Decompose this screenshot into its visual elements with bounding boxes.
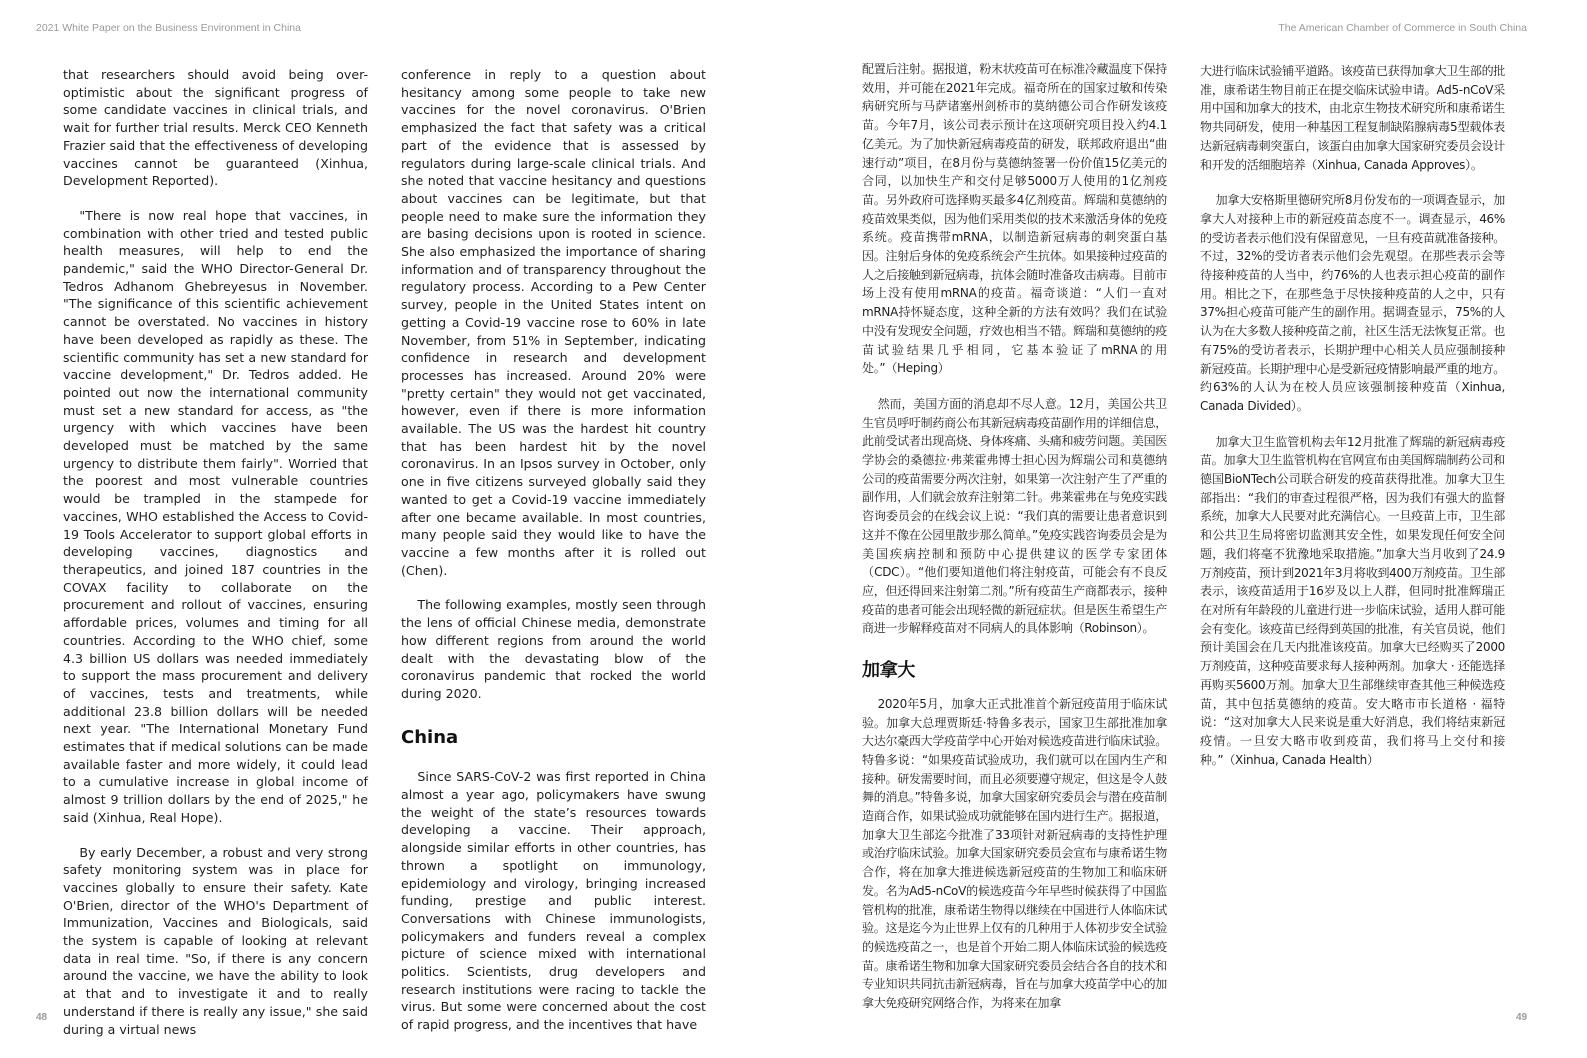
- paragraph: By early December, a robust and very strong safety monitoring system was in place for vaccines globally to ensure their safety. Kate O'Brien, director of the WHO's Department of Immunization, Vaccines and Biologicals, said the system is capable of looking at relevant data in real time. "So, if there is any concern around the vaccine, we have the ability to look at that and to investigate it and to really understand if there is really any issue," she said during a virtual news: [63, 844, 368, 1037]
- paragraph: 2020年5月，加拿大正式批准首个新冠疫苗用于临床试验。加拿大总理贾斯廷·特鲁多表示，国家卫生部批准加拿大达尔豪西大学疫苗学中心开始对候选疫苗进行临床试验。特鲁多说：“如果疫苗试验成功，我们就可以在国内生产和接种。研发需要时间，而且必须要遵守规定，但这是令人鼓舞的消息。”特鲁多说，加拿大国家研究委员会与潜在疫苗制造商合作，如果试验成功就能够在国内进行生产。据报道，加拿大卫生部迄今批准了33项针对新冠病毒的支持性护理或治疗临床试验。加拿大国家研究委员会宣布与康希诺生物合作，将在加拿大推进候选新冠疫苗的生物加工和临床研发。名为Ad5-nCoV的候选疫苗今年早些时候获得了中国监管机构的批准，康希诺生物得以继续在中国进行人体临床试验。这是迄今为止世界上仅有的几种用于人体初步安全试验的候选疫苗之一，也是首个开始二期人体临床试验的候选疫苗。康希诺生物和加拿大国家研究委员会结合各自的技术和专业知识共同抗击新冠病毒，旨在与加拿大疫苗学中心的加拿大免疫研究网络合作，为将来在加拿: [862, 696, 1167, 1011]
- page-number-right: 49: [1516, 1012, 1528, 1023]
- paragraph: 大进行临床试验铺平道路。该疫苗已获得加拿大卫生部的批准，康希诺生物目前正在提交临床试验申请。Ad5-nCoV采用中国和加拿大的技术，由北京生物技术研究所和康希诺生物共同研发，使用一种基因工程复制缺陷腺病毒5型载体表达新冠病毒刺突蛋白，该蛋白由加拿大国家研究委员会设计和开发的活细胞培养（Xinhua, Canada Approves）。: [1200, 64, 1505, 172]
- page-number-left: 48: [36, 1012, 48, 1023]
- paragraph: 加拿大卫生监管机构去年12月批准了辉瑞的新冠病毒疫苗。加拿大卫生监管机构在官网宣布由美国辉瑞制药公司和德国BioNTech公司联合研发的疫苗获得批准。加拿大卫生部指出：“我们的审查过程很严格，因为我们有强大的监督系统，加拿大人民要对此充满信心。一旦疫苗上市，卫生部和公共卫生局将密切监测其安全性，如果发现任何安全问题，我们将毫不犹豫地采取措施。”加拿大当月收到了24.9万剂疫苗，预计到2021年3月将收到400万剂疫苗。卫生部表示，该疫苗适用于16岁及以上人群，但同时批准辉瑞正在对所有年龄段的儿童进行进一步临床试验，适用人群可能会有变化。该疫苗已经得到英国的批准，有关官员说，他们预计美国会在几天内批准该疫苗。加拿大已经购买了2000万剂疫苗，这种疫苗要求每人接种两剂。加拿大 · 还能选择再购买5600万剂。加拿大卫生部继续审查其他三种候选疫苗，其中包括莫德纳的疫苗。安大略市市长道格 · 福特说：“这对加拿大人民来说是重大好消息，我们将结束新冠疫情。一旦安大略市收到疫苗，我们将马上交付和接种。”（Xinhua, Canada Health）: [1200, 434, 1505, 767]
- column-4: [1200, 62, 1505, 974]
- paragraph: Since SARS-CoV-2 was first reported in China almost a year ago, policymakers have swung the weight of the state’s resources towards developing a vaccine. Their approach, alongside similar efforts in other countries, has thrown a spotlight on immunology, epidemiology and virology, bringing increased funding, prestige and public interest. Conversations with Chinese immunologists, policymakers and funders reveal a complex picture of science mixed with international politics. Scientists, drug developers and research institutions were racing to tackle the virus. But some were concerned about the cost of rapid progress, and the incentives that have: [401, 769, 706, 1033]
- column-3: [862, 60, 1167, 1011]
- running-header-right: The American Chamber of Commerce in South China: [1278, 22, 1527, 34]
- paragraph: 然而，美国方面的消息却不尽人意。12月，美国公共卫生官员呼吁制药商公布其新冠病毒疫苗副作用的详细信息，此前受试者出现高烧、身体疼痛、头痛和疲劳问题。美国医学协会的桑德拉·弗莱霍弗博士担心因为辉瑞公司和莫德纳公司的疫苗需要分两次注射，如果第一次注射产生了严重的副作用，人们就会放弃注射第二针。弗莱霍弗在与免疫实践咨询委员会的在线会议上说：“我们真的需要让患者意识到这并不像在公园里散步那么简单。”免疫实践咨询委员会是为美国疾病控制和预防中心提供建议的医学专家团体（CDC）。“他们要知道他们将注射疫苗，可能会有不良反应，但还得回来注射第二剂。”所有疫苗生产商都表示，接种疫苗的患者可能会出现轻微的新冠症状。但是医生希望生产商进一步解释疫苗对不同病人的具体影响（Robinson）。: [862, 396, 1167, 636]
- paragraph: "There is now real hope that vaccines, in combination with other tried and tested public health measures, will help to end the pandemic," said the WHO Director-General Dr. Tedros Adhanom Ghebreyesus in November. "The significance of this scientific achievement cannot be overstated. No vaccines in history have been developed as rapidly as these. The scientific community has set a new standard for vaccine development," Dr. Tedros added. He pointed out now the international community must set a new standard for access, as "the urgency with which vaccines have been developed must be matched by the same urgency to distribute them fairly". Worried that the poorest and most vulnerable countries would be trampled in the stampede for vaccines, WHO established the Access to Covid-19 Tools Accelerator to support global efforts in developing vaccines, diagnostics and therapeutics, and joined 187 countries in the COVAX facility to collaborate on the procurement and rollout of vaccines, ensuring affordable prices, volumes and timing for all countries. According to the WHO chief, some 4.3 billion US dollars was needed immediately to support the mass procurement and delivery of vaccines, tests and treatments, while additional 23.8 billion dollars will be needed next year. "The International Monetary Fund estimates that if medical solutions can be made available faster and more widely, it could lead to a cumulative increase in global income of almost 9 trillion dollars by the end of 2025," he said (Xinhua, Real Hope).: [63, 207, 368, 825]
- column-2: [401, 66, 706, 1033]
- running-header-left: 2021 White Paper on the Business Environment in China: [36, 22, 301, 34]
- paragraph: The following examples, mostly seen through the lens of official Chinese media, demonstrate how different regions from around the world dealt with the devastating blow of the coronavirus pandemic that rocked the world during 2020.: [401, 597, 706, 701]
- paragraph: conference in reply to a question about hesitancy among some people to take new vaccines for the novel coronavirus. O'Brien emphasized the fact that safety was a critical part of the evidence that is assessed by regulators during large-scale clinical trials. And she noted that vaccine hesitancy and questions about vaccines can be legitimate, but that people need to make sure the information they are basing decisions upon is rooted in science. She also emphasized the importance of sharing information and of transparency throughout the regulatory process. According to a Pew Center survey, people in the United States intent on getting a Covid-19 vaccine rose to 60% in late November, from 51% in September, indicating confidence in research and development processes has increased. Around 20% were "pretty certain" they would not get vaccinated, however, even if there is more information available. The US was the hardest hit country that has been hardest hit by the novel coronavirus. In an Ipsos survey in October, only one in five citizens surveyed globally said they wanted to get a Covid-19 vaccine immediately after one became available. In most countries, many people said they would like to have the vaccine a few months after it is rolled out (Chen).: [401, 67, 706, 578]
- column-1: [63, 66, 368, 1037]
- paragraph: that researchers should avoid being over-optimistic about the significant progress of some candidate vaccines in clinical trials, and wait for further trial results. Merck CEO Kenneth Frazier said that the effectiveness of developing vaccines cannot be guaranteed (Xinhua, Development Reported).: [63, 67, 368, 189]
- section-heading-canada: 加拿大: [862, 660, 916, 682]
- paragraph: 加拿大安格斯里德研究所8月份发布的一项调查显示，加拿大人对接种上市的新冠疫苗态度不一。调查显示，46%的受访者表示他们没有保留意见，一旦有疫苗就准备接种。不过，32%的受访者表示他们会先观望。在那些表示会等待接种疫苗的人当中，约76%的人也表示担心疫苗的副作用。相比之下，在那些急于尽快接种疫苗的人之中，只有37%担心疫苗可能产生的副作用。据调查显示，75%的人认为在大多数人接种疫苗之前，社区生活无法恢复正常。也有75%的受访者表示，长期护理中心相关人员应强制接种新冠疫苗。长期护理中心是受新冠疫情影响最严重的地方。约63%的人认为在校人员应该强制接种疫苗（Xinhua, Canada Divided）。: [1200, 193, 1505, 413]
- section-heading-china: China: [401, 726, 459, 748]
- paragraph: 配置后注射。据报道，粉末状疫苗可在标准冷藏温度下保持效用，并可能在2021年完成。福奇所在的国家过敏和传染病研究所与马萨诸塞州剑桥市的莫纳德公司合作研发该疫苗。今年7月，该公司表示预计在这项研究项目投入约4.1亿美元。为了加快新冠病毒疫苗的研发，联邦政府退出“曲速行动”项目，在8月份与莫德纳签署一份价值15亿美元的合同，以加快生产和交付足够5000万人使用的1亿剂疫苗。另外政府可选择购买最多4亿剂疫苗。辉瑞和莫德纳的疫苗效果类似，因为他们采用类似的技术来激活身体的免疫系统。疫苗携带mRNA，以制造新冠病毒的刺突蛋白基因。注射后身体的免疫系统会产生抗体。如果接种过疫苗的人之后接触到新冠病毒，抗体会随时准备攻击病毒。目前市场上没有使用mRNA的疫苗。福奇谈道：“人们一直对mRNA持怀疑态度，这种全新的方法有效吗？我们在试验中没有发现安全问题，疗效也相当不错。辉瑞和莫德纳的疫苗试验结果几乎相同，它基本验证了mRNA的用处。”（Heping）: [862, 62, 1167, 376]
